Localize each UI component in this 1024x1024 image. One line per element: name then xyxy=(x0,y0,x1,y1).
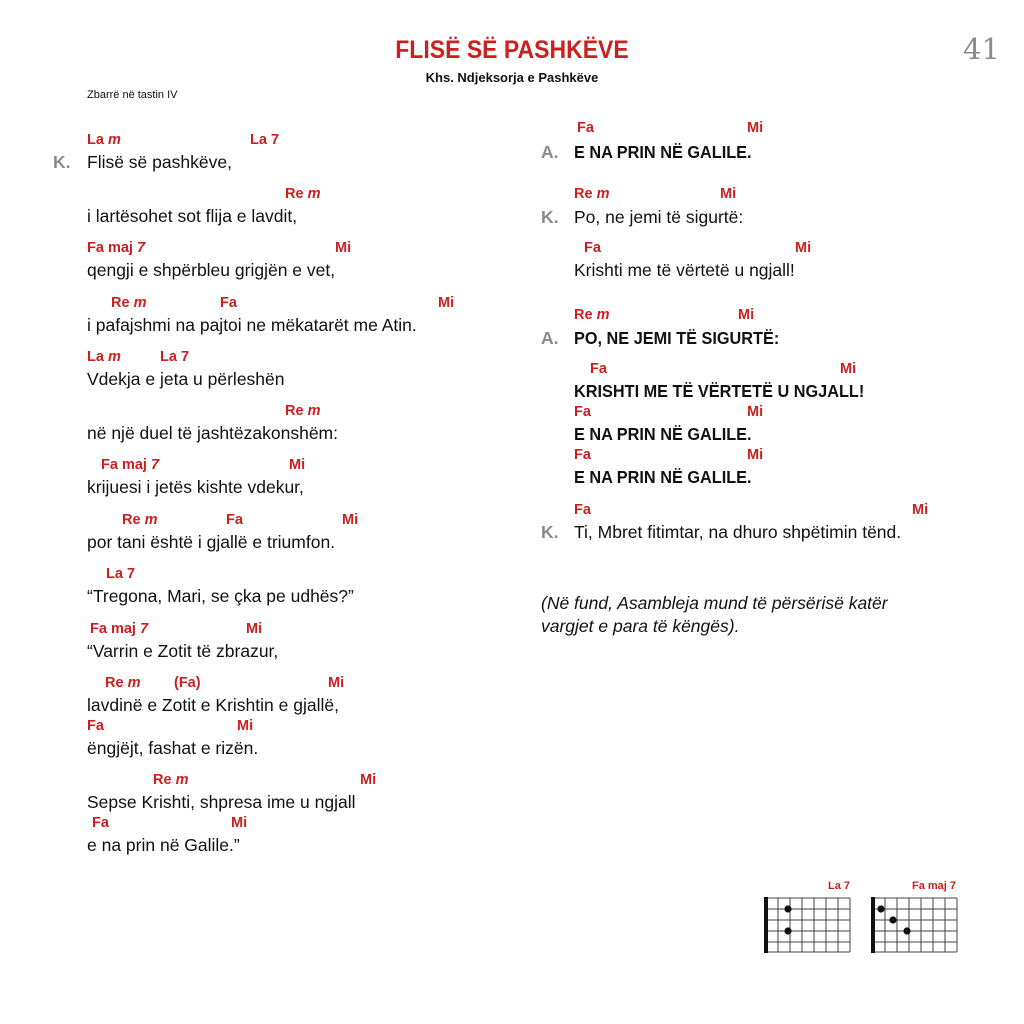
chord-fa: Fa xyxy=(226,512,243,528)
chord-mi: Mi xyxy=(335,240,352,256)
chord-fa: Fa xyxy=(574,502,591,518)
lyric-line: ëngjëjt, fashat e rizën. xyxy=(87,738,259,758)
lyric-line: “Varrin e Zotit të zbrazur, xyxy=(87,641,279,661)
chord-fa: Fa xyxy=(87,718,104,734)
closing-note-line: vargjet e para të këngës). xyxy=(541,616,740,636)
chord-mi: Mi xyxy=(912,502,929,518)
chord-mi: Mi xyxy=(738,307,755,323)
chord-rem: Re m xyxy=(574,307,610,323)
chord-fa: Fa xyxy=(590,361,607,377)
chord-mi: Mi xyxy=(237,718,254,734)
chord-fa: Fa xyxy=(584,240,601,256)
lyric-line: Po, ne jemi të sigurtë: xyxy=(574,207,744,227)
lyric-line: e na prin në Galile.” xyxy=(87,835,240,855)
chord-famaj7: Fa maj 7 xyxy=(101,457,160,473)
diagram-label-famaj7: Fa maj 7 xyxy=(912,880,957,892)
lyric-line: Sepse Krishti, shpresa ime u ngjall xyxy=(87,792,356,812)
chord-la7: La 7 xyxy=(160,349,190,365)
marker-a: A. xyxy=(541,328,559,348)
chord-lam: La m xyxy=(87,349,121,365)
marker-k: K. xyxy=(541,522,559,542)
chord-rem: Re m xyxy=(285,403,321,419)
nut xyxy=(764,897,768,953)
capo-note: Zbarrë në tastin IV xyxy=(87,89,178,101)
lyric-line: “Tregona, Mari, se çka pe udhës?” xyxy=(87,586,354,606)
chord-mi: Mi xyxy=(795,240,812,256)
chord-mi: Mi xyxy=(438,295,455,311)
lyric-line: E NA PRIN NË GALILE. xyxy=(574,467,752,487)
chord-mi: Mi xyxy=(720,186,737,202)
lyric-line: por tani është i gjallë e triumfon. xyxy=(87,532,336,552)
chord-rem: Re m xyxy=(111,295,147,311)
chord-la7: La 7 xyxy=(106,566,136,582)
chord-famaj7: Fa maj 7 xyxy=(90,621,149,637)
chord-lam: La m xyxy=(87,132,121,148)
lyric-line: E NA PRIN NË GALILE. xyxy=(574,424,752,444)
finger-dot xyxy=(903,927,910,934)
chord-mi: Mi xyxy=(747,404,764,420)
chord-fa: Fa xyxy=(220,295,237,311)
lyric-line: lavdinë e Zotit e Krishtin e gjallë, xyxy=(87,695,339,715)
chord-famaj7: Fa maj 7 xyxy=(87,240,146,256)
chord-fa: Fa xyxy=(574,447,591,463)
marker-k: K. xyxy=(541,207,559,227)
lyric-line: qengji e shpërbleu grigjën e vet, xyxy=(87,260,336,280)
page-subtitle: Khs. Ndjeksorja e Pashkëve xyxy=(425,70,599,85)
lyric-line: KRISHTI ME TË VËRTETË U NGJALL! xyxy=(574,381,865,401)
chord-rem: Re m xyxy=(122,512,158,528)
finger-dot xyxy=(889,916,896,923)
page-number: 41 xyxy=(963,32,1000,66)
chord-mi: Mi xyxy=(231,815,248,831)
chord-mi: Mi xyxy=(289,457,306,473)
chord-diagram-la7 xyxy=(760,893,854,955)
lyric-line: i lartësohet sot flija e lavdit, xyxy=(87,206,298,226)
page-title: FLISË SË PASHKËVE xyxy=(395,36,629,64)
chord-fa: Fa xyxy=(92,815,109,831)
lyric-line: në një duel të jashtëzakonshëm: xyxy=(87,423,338,443)
chord-fa-optional: (Fa) xyxy=(174,675,201,691)
chord-rem: Re m xyxy=(574,186,610,202)
chord-la7: La 7 xyxy=(250,132,280,148)
finger-dot xyxy=(877,905,884,912)
chord-fa: Fa xyxy=(574,404,591,420)
chord-rem: Re m xyxy=(105,675,141,691)
closing-note-line: (Në fund, Asambleja mund të përsërisë katër xyxy=(541,593,888,613)
chord-mi: Mi xyxy=(328,675,345,691)
chord-diagram-famaj7 xyxy=(867,893,961,955)
chord-fa: Fa xyxy=(577,120,594,136)
marker-a: A. xyxy=(541,142,559,162)
chord-rem: Re m xyxy=(153,772,189,788)
lyric-line: Flisë së pashkëve, xyxy=(87,152,232,172)
chord-mi: Mi xyxy=(840,361,857,377)
lyric-line: PO, NE JEMI TË SIGURTË: xyxy=(574,328,780,348)
lyric-line: krijuesi i jetës kishte vdekur, xyxy=(87,477,304,497)
marker-k: K. xyxy=(53,152,71,172)
chord-mi: Mi xyxy=(747,120,764,136)
chord-mi: Mi xyxy=(246,621,263,637)
lyric-line: Ti, Mbret fitimtar, na dhuro shpëtimin tënd. xyxy=(574,522,902,542)
chord-mi: Mi xyxy=(342,512,359,528)
chord-rem: Re m xyxy=(285,186,321,202)
lyric-line: E NA PRIN NË GALILE. xyxy=(574,142,752,162)
chord-mi: Mi xyxy=(360,772,377,788)
chord-mi: Mi xyxy=(747,447,764,463)
lyric-line: i pafajshmi na pajtoi ne mëkatarët me Atin. xyxy=(87,315,417,335)
finger-dot xyxy=(784,927,791,934)
nut xyxy=(871,897,875,953)
lyric-line: Vdekja e jeta u përleshën xyxy=(87,369,285,389)
diagram-label-la7: La 7 xyxy=(828,880,851,892)
lyric-line: Krishti me të vërtetë u ngjall! xyxy=(574,260,795,280)
finger-dot xyxy=(784,905,791,912)
